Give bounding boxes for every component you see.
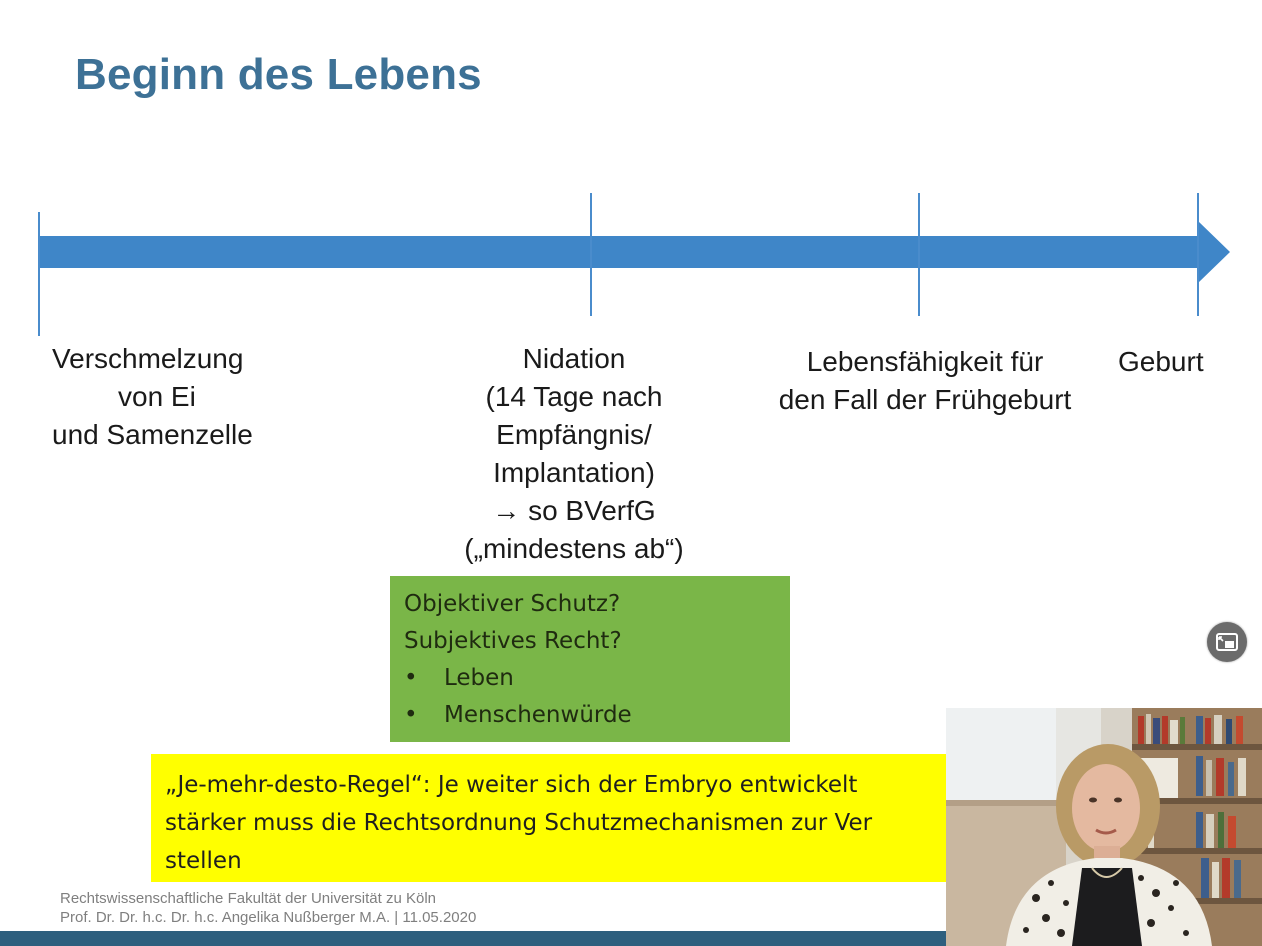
timeline-arrow-shaft bbox=[40, 236, 1202, 268]
label-line: → so BVerfG bbox=[492, 495, 656, 526]
bullet-dot: • bbox=[404, 665, 418, 691]
label-line: Implantation) bbox=[493, 457, 655, 488]
bullet-item bbox=[404, 660, 776, 697]
label-line: Nidation bbox=[522, 343, 626, 374]
footer-faculty: Rechtswissenschaftliche Fakultät der Universität zu Köln bbox=[60, 890, 436, 907]
slide-footer bbox=[60, 889, 476, 927]
label-line: Empfängnis/ bbox=[496, 419, 652, 450]
picture-in-picture-button[interactable] bbox=[1207, 622, 1247, 662]
bullet-dot: • bbox=[404, 702, 418, 728]
timeline-label-viability bbox=[750, 343, 1100, 419]
timeline-tick-nidation bbox=[590, 193, 592, 316]
label-line: (14 Tage nach bbox=[485, 381, 663, 412]
footer-author-date: Prof. Dr. Dr. h.c. Dr. h.c. Angelika Nußberger M.A. | 11.05.2020 bbox=[60, 909, 477, 926]
label-line: Lebensfähigkeit für bbox=[806, 346, 1044, 377]
webcam-image bbox=[946, 708, 1262, 946]
timeline-label-conception bbox=[52, 340, 253, 454]
label-line: von Ei bbox=[118, 381, 196, 412]
timeline-tick-birth bbox=[1197, 193, 1199, 316]
bullet-item bbox=[404, 697, 776, 734]
picture-in-picture-icon bbox=[1207, 622, 1247, 662]
objective-protection-text: Objektiver Schutz? bbox=[404, 591, 621, 617]
label-line: den Fall der Frühgeburt bbox=[778, 384, 1072, 415]
timeline-arrow-head bbox=[1198, 221, 1230, 283]
rule-text-line: stellen bbox=[165, 848, 242, 874]
timeline-label-nidation bbox=[434, 340, 714, 568]
label-line: und Samenzelle bbox=[52, 419, 253, 450]
protection-question-box bbox=[390, 576, 790, 742]
rule-highlight-box bbox=[151, 754, 946, 882]
timeline-tick-viability bbox=[918, 193, 920, 316]
bullet-text: Leben bbox=[444, 665, 514, 691]
webcam-video-feed bbox=[946, 708, 1262, 946]
slide-title: Beginn des Lebens bbox=[75, 50, 482, 99]
subjective-right-text: Subjektives Recht? bbox=[404, 628, 622, 654]
rule-text-line: stärker muss die Rechtsordnung Schutzmechanismen zur Ver bbox=[165, 810, 873, 836]
label-line: Verschmelzung bbox=[52, 343, 244, 374]
timeline-tick-conception bbox=[38, 212, 40, 336]
label-line: („mindestens ab“) bbox=[464, 533, 684, 564]
label-line: Geburt bbox=[1118, 346, 1204, 377]
rule-text-line: „Je-mehr-desto-Regel“: Je weiter sich der Embryo entwickelt bbox=[165, 772, 858, 798]
timeline-label-birth bbox=[1118, 343, 1204, 381]
bullet-text: Menschenwürde bbox=[444, 702, 632, 728]
